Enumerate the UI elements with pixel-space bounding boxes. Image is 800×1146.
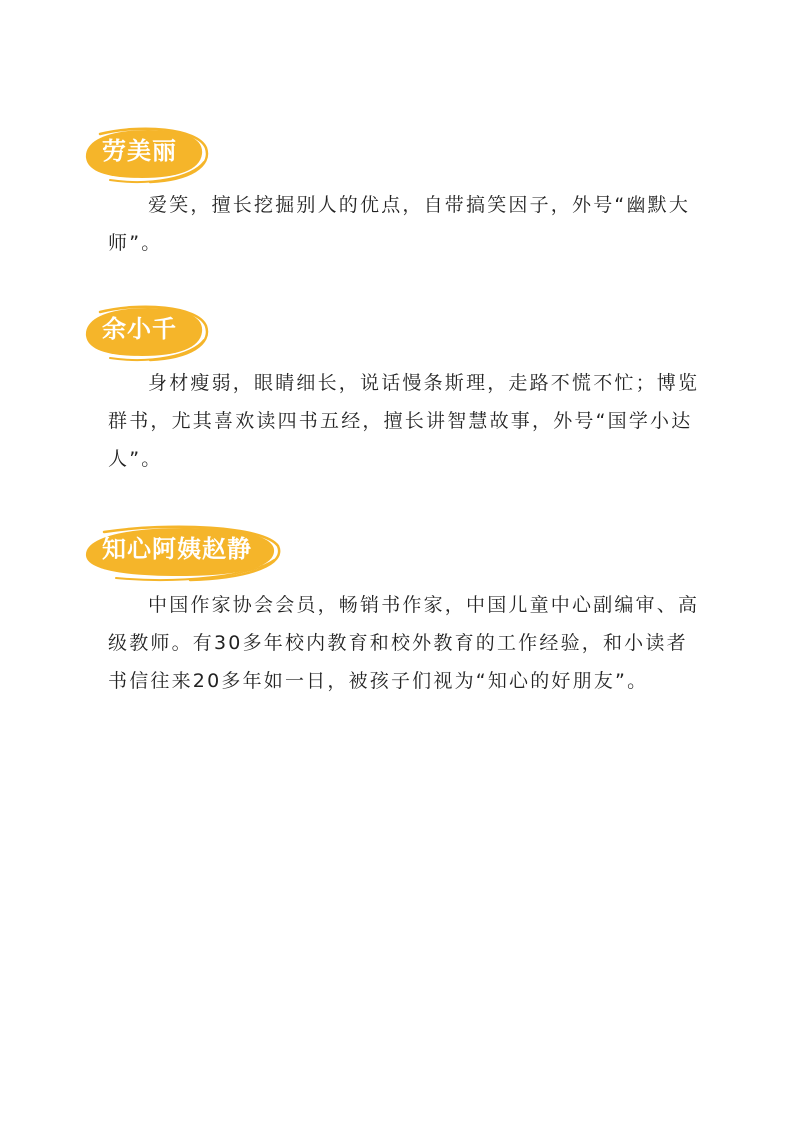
name-badge — [80, 122, 210, 186]
profile-name: 余小千 — [102, 315, 177, 343]
name-badge — [80, 520, 286, 584]
profile-name: 知心阿姨赵静 — [102, 535, 252, 563]
profile-name: 劳美丽 — [102, 137, 177, 165]
profile-description: 中国作家协会会员，畅销书作家，中国儿童中心副编审、高级教师。有30多年校内教育和校外教育的工作经验，和小读者书信往来20多年如一日，被孩子们视为“知心的好朋友”。 — [108, 594, 700, 692]
profile-description: 身材瘦弱，眼睛细长，说话慢条斯理，走路不慌不忙；博览群书，尤其喜欢读四书五经，擅长讲智慧故事，外号“国学小达人”。 — [108, 372, 700, 470]
name-badge — [80, 300, 210, 364]
profile-description: 爱笑，擅长挖掘别人的优点，自带搞笑因子，外号“幽默大师”。 — [108, 194, 691, 254]
